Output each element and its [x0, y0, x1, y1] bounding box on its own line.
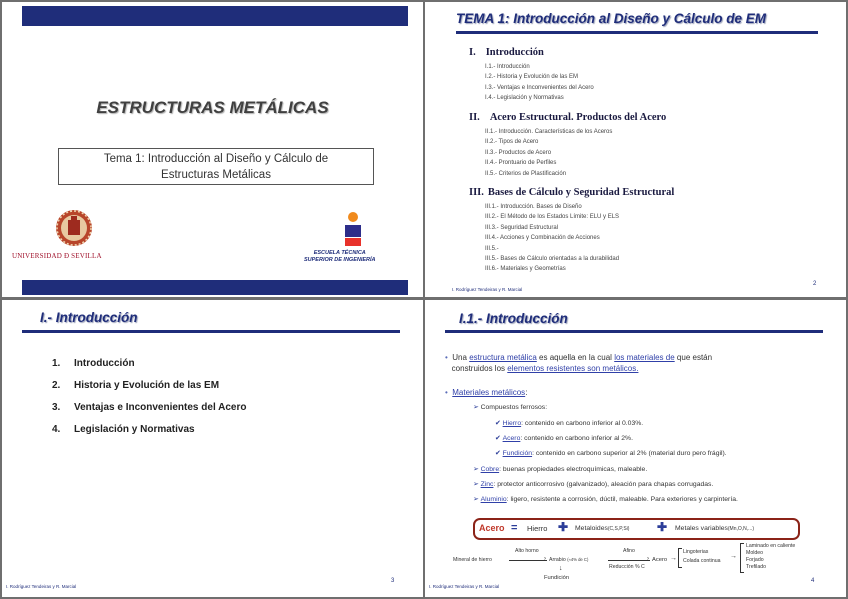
- toc-item: III.1.- Introducción. Bases de Diseño: [485, 204, 582, 210]
- arrow-bullet-icon: ➢: [473, 466, 479, 473]
- check-icon: ✔: [495, 435, 501, 442]
- list-text: Historia y Evolución de las EM: [74, 380, 220, 391]
- toc-item: I.3.- Ventajas e Inconvenientes del Acero: [485, 84, 594, 91]
- subtitle-line-1: Tema 1: Introducción al Diseño y Cálculo de: [103, 153, 329, 165]
- list-text: Introducción: [74, 358, 135, 369]
- process-reduccion: Reducción % C: [609, 564, 645, 570]
- list-item: [52, 353, 246, 375]
- cobre-desc: : buenas propiedades electroquímicas, maleable.: [499, 466, 648, 473]
- school-logo-icon: [338, 210, 368, 248]
- toc-item: III.5.-: [485, 245, 499, 252]
- toc-item: II.3.- Productos de Acero: [485, 149, 552, 156]
- slide-4: [425, 300, 846, 597]
- plus-icon: ✚: [657, 520, 668, 534]
- page-number: 2: [813, 281, 817, 287]
- toc-item: II.5.- Criterios de Plastificación: [485, 170, 567, 177]
- arrow-line: [608, 560, 650, 561]
- arrow-line: [509, 560, 547, 561]
- acero-desc: : contenido en carbono inferior al 2%.: [520, 435, 633, 442]
- link-materiales-metalicos[interactable]: Materiales metálicos: [452, 388, 526, 397]
- item-zinc: [473, 480, 713, 488]
- list-item: [52, 397, 246, 419]
- university-seal-icon: [54, 208, 94, 250]
- link-cobre[interactable]: Cobre: [480, 466, 500, 473]
- link-hierro[interactable]: Hierro: [502, 420, 522, 427]
- process-lingoterias: Lingoterias: [683, 549, 709, 555]
- arrabio-sub: (≈4% de C): [567, 557, 589, 562]
- aluminio-desc: : ligero, resistente a corrosión, dúctil, maleable. Para exteriores y carpintería.: [506, 496, 738, 503]
- slide-4-title: I.1.- Introducción: [459, 311, 568, 326]
- page-number: 3: [391, 578, 395, 584]
- list-text: Ventajas e Inconvenientes del Acero: [74, 402, 247, 413]
- course-title: ESTRUCTURAS METÁLICAS: [96, 98, 329, 117]
- title-underline: [445, 330, 823, 333]
- toc-item: I.2.- Historia y Evolución de las EM: [485, 74, 579, 81]
- list-item: [52, 375, 246, 397]
- zinc-desc: : protector anticorrosivo (galvanizado), aleación para chapas corrugadas.: [493, 481, 714, 488]
- process-acero: Acero: [652, 557, 668, 563]
- metales-label: Metales variables: [675, 525, 728, 532]
- subtitle-line-2: Estructuras Metálicas: [161, 169, 271, 181]
- link-aluminio[interactable]: Aluminio: [480, 496, 507, 503]
- title-underline: [22, 330, 400, 333]
- school-name-line-1: ESCUELA TÉCNICA: [313, 250, 366, 256]
- page-number: 4: [811, 578, 815, 584]
- plus-icon: ✚: [558, 520, 569, 534]
- arrow-head-icon: ›: [544, 556, 546, 562]
- link-fundicion[interactable]: Fundición: [502, 450, 533, 457]
- item-hierro: [495, 419, 643, 427]
- arrow-down-icon: ↓: [559, 565, 563, 572]
- item-aluminio: [473, 495, 738, 503]
- process-mineral: Mineral de hierro: [453, 557, 492, 563]
- subtitle-box: [58, 148, 374, 185]
- toc-section-3: [469, 186, 684, 198]
- slide-footer: I. Rodríguez Tendeiras y R. Marcial: [429, 584, 500, 589]
- link-zinc[interactable]: Zinc: [480, 481, 494, 488]
- process-alto-horno: Alto horno: [515, 548, 539, 554]
- toc-item: II.1.- Introducción. Características de los Aceros: [485, 129, 613, 135]
- intro-list: [52, 353, 246, 441]
- check-icon: ✔: [495, 420, 501, 427]
- arrow-head-icon: ›: [647, 556, 649, 562]
- toc-items-2: [485, 127, 612, 179]
- slide-2: [425, 2, 846, 297]
- item-cobre: [473, 465, 647, 473]
- para-text: construidos los: [451, 364, 506, 373]
- top-bar: [22, 6, 408, 26]
- list-item: [52, 419, 246, 441]
- slide-3-title: I.- Introducción: [40, 310, 138, 325]
- definition-paragraph: [445, 352, 815, 374]
- check-icon: ✔: [495, 450, 501, 457]
- arrow-bullet-icon: ➢: [473, 404, 479, 411]
- toc-item: II.4.- Prontuario de Perfiles: [485, 160, 557, 167]
- para-text: que están: [676, 353, 713, 362]
- process-forjado: Forjado: [746, 557, 764, 563]
- toc-item: II.2.- Tipos de Acero: [485, 139, 539, 146]
- formula-metales: [675, 525, 754, 532]
- toc-item: I.1.- Introducción: [485, 64, 530, 70]
- toc-item: III.4.- Acciones y Combinación de Acciones: [485, 235, 600, 242]
- school-name-line-2: SUPERIOR DE INGENIERÍA: [304, 257, 376, 263]
- title-underline: [456, 31, 818, 34]
- list-number: 2.: [52, 380, 61, 391]
- list-text: Legislación y Normativas: [74, 424, 195, 435]
- link-materiales[interactable]: los materiales de: [614, 353, 675, 362]
- toc-section-number: III.: [469, 187, 484, 198]
- toc-section-title: Introducción: [485, 47, 544, 58]
- metaloides-label: Metaloides: [575, 525, 608, 532]
- link-elementos-resistentes[interactable]: elementos resistentes son metálicos.: [507, 364, 639, 373]
- para-text: es aquella en la cual: [539, 353, 612, 362]
- toc-section-number: II.: [469, 112, 480, 123]
- equals-icon: =: [511, 522, 518, 534]
- colon: :: [525, 388, 528, 397]
- process-moldeo: Moldeo: [746, 550, 764, 556]
- para-text: Una: [452, 353, 467, 362]
- process-trefilado: Trefilado: [746, 564, 766, 570]
- toc-section-1: [469, 46, 554, 58]
- toc-items-1: [485, 62, 594, 104]
- arrow-right-icon: →: [670, 555, 677, 562]
- bullet-icon: •: [445, 388, 448, 397]
- bracket-2: [740, 543, 744, 573]
- fundicion-desc: : contenido en carbono superior al 2% (material duro pero frágil).: [532, 450, 727, 457]
- slide-1: [2, 2, 423, 297]
- arrow-bullet-icon: ➢: [473, 481, 479, 488]
- toc-section-number: I.: [469, 47, 476, 58]
- bottom-bar: [22, 280, 408, 295]
- toc-section-2: [469, 111, 676, 123]
- list-number: 3.: [52, 402, 61, 413]
- slide-3: [2, 300, 423, 597]
- arrabio-label: Arrabio: [549, 557, 566, 563]
- link-estructura-metalica[interactable]: estructura metálica: [469, 353, 537, 362]
- toc-item: III.2.- El Método de los Estados Límite: ELU y ELS: [485, 214, 620, 221]
- toc-item: III.6.- Materiales y Geometrías: [485, 266, 566, 273]
- ferrous-heading: [473, 403, 547, 411]
- link-acero[interactable]: Acero: [502, 435, 521, 442]
- bullet-icon: •: [445, 353, 448, 362]
- bracket-1: [678, 548, 682, 568]
- toc-item: I.4.- Legislación y Normativas: [485, 95, 564, 102]
- toc-items-3: [485, 202, 619, 275]
- arrow-right-icon: →: [730, 553, 737, 560]
- item-acero: [495, 434, 633, 442]
- formula-acero: Acero: [479, 523, 505, 533]
- slide-footer: I. Rodríguez Tendeiras y R. Marcial: [6, 584, 77, 589]
- arrow-bullet-icon: ➢: [473, 496, 479, 503]
- hierro-desc: : contenido en carbono inferior al 0.03%.: [521, 420, 644, 427]
- ferrous-label: Compuestos ferrosos:: [480, 404, 548, 411]
- list-number: 1.: [52, 358, 61, 369]
- formula-hierro: Hierro: [527, 524, 548, 533]
- process-laminado: Laminado en caliente: [746, 543, 796, 549]
- slide-footer: I. Rodríguez Tendeiras y R. Marcial: [452, 287, 523, 292]
- university-name: UNIVERSIDAD Ð SEVILLA: [12, 252, 102, 260]
- process-fundicion: Fundición: [544, 575, 570, 581]
- materials-heading: [445, 387, 527, 398]
- toc-section-title: Acero Estructural. Productos del Acero: [489, 112, 667, 123]
- toc-item: III.5.- Bases de Cálculo orientadas a la durabilidad: [485, 256, 620, 263]
- metales-sub: (Mn,O,N,...): [727, 526, 755, 532]
- school-name: [304, 250, 376, 264]
- process-arrabio: [549, 557, 588, 563]
- slide-2-title: TEMA 1: Introducción al Diseño y Cálculo de EM: [456, 11, 767, 26]
- list-number: 4.: [52, 424, 61, 435]
- process-afino: Afino: [623, 548, 635, 554]
- item-fundicion: [495, 449, 727, 457]
- toc-item: III.3.- Seguridad Estructural: [485, 224, 559, 231]
- formula-metaloides: [575, 525, 629, 532]
- process-colada: Colada continua: [683, 558, 721, 564]
- metaloides-sub: (C,S,P,Si): [607, 526, 630, 532]
- toc-section-title: Bases de Cálculo y Seguridad Estructural: [487, 187, 675, 198]
